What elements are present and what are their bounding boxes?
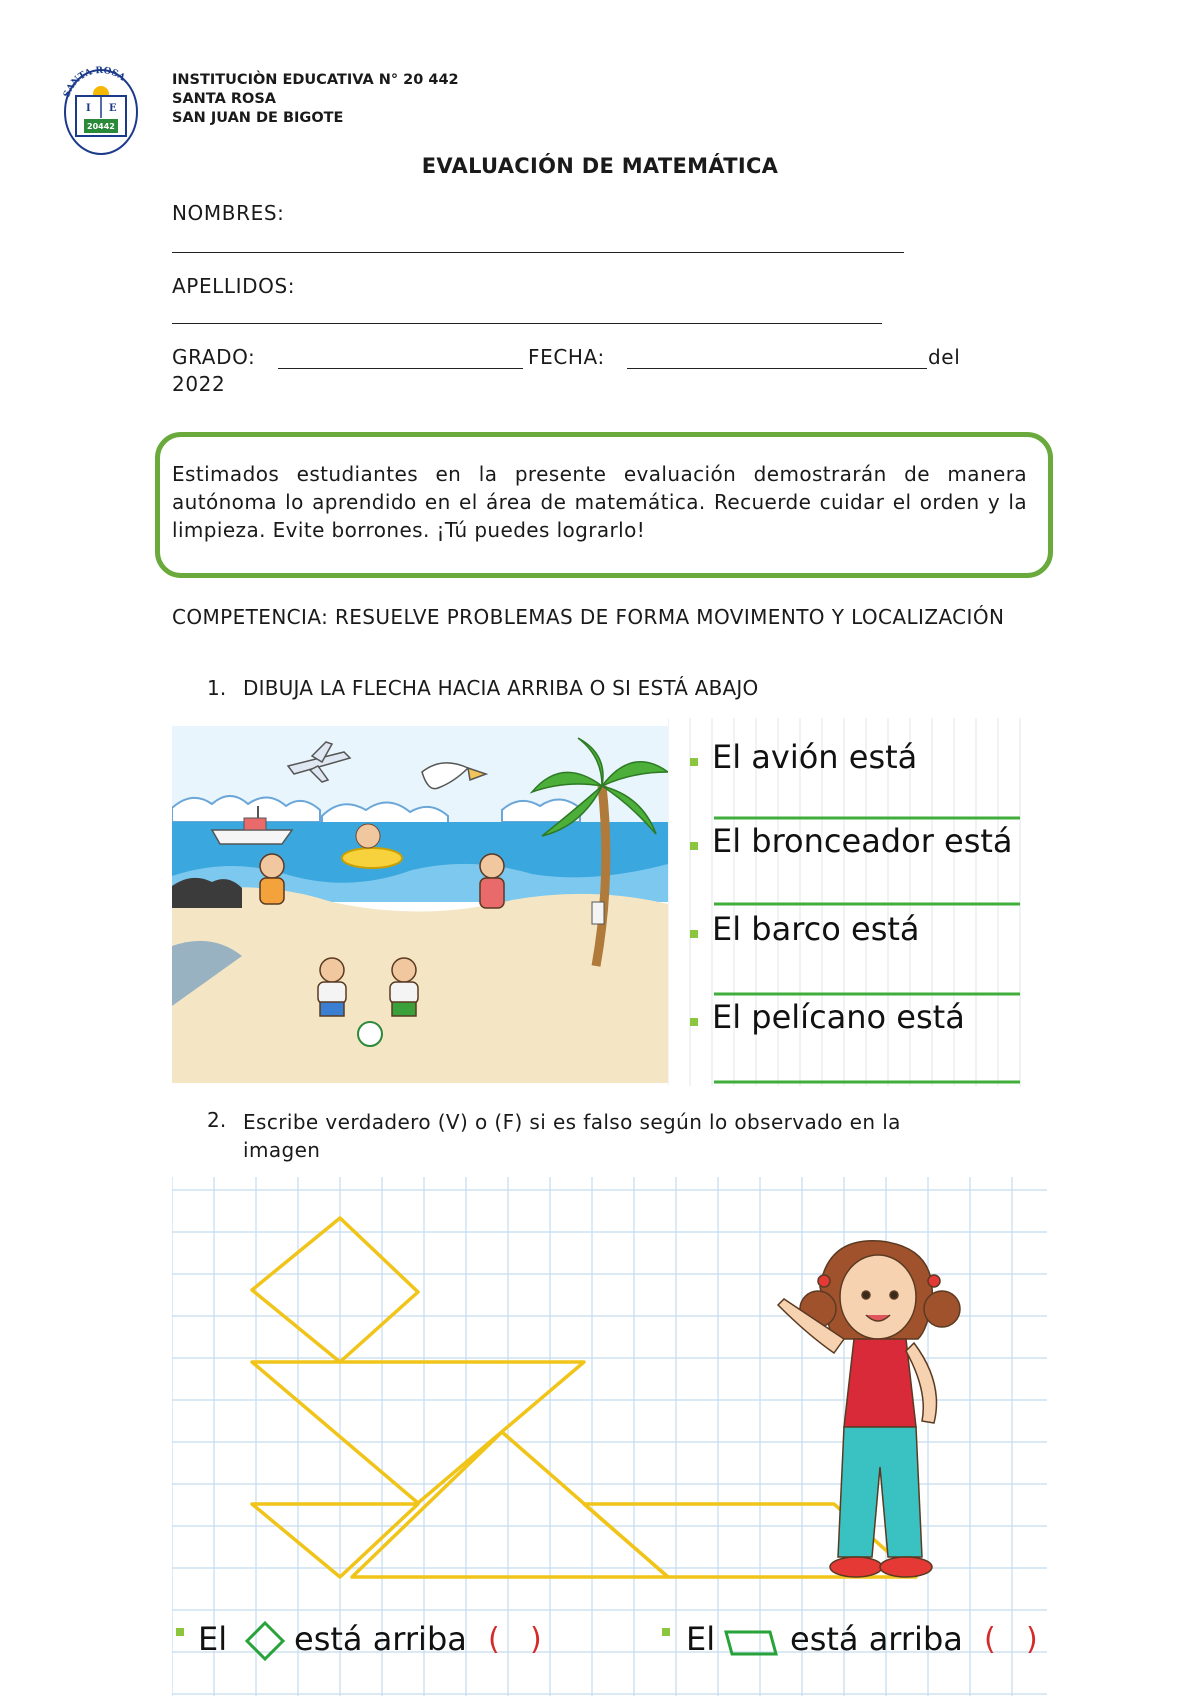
diamond-icon — [244, 1620, 286, 1662]
school-place: SANTA ROSA — [172, 91, 276, 107]
tangram-grid — [172, 1177, 1047, 1696]
tangram-large-triangle — [252, 1362, 584, 1503]
q2-bullet-1 — [172, 1622, 192, 1642]
q2-item1-prefix: El — [198, 1620, 228, 1658]
q2-item1-suffix: está arriba — [294, 1620, 467, 1658]
school-logo — [60, 62, 142, 156]
tangram-medium-triangle — [252, 1504, 418, 1577]
q2-item2-suffix: está arriba — [790, 1620, 963, 1658]
logo-arc-text: SANTA ROSA — [62, 65, 127, 99]
question1-number: 1. — [207, 676, 227, 700]
page-title: EVALUACIÓN DE MATEMÁTICA — [421, 154, 779, 178]
q2-item1-answer[interactable] — [506, 1626, 528, 1658]
q1-item-avion: El avión está — [712, 738, 918, 776]
apellidos-field[interactable] — [172, 323, 882, 324]
q2-item1-paren-close: ) — [530, 1622, 542, 1657]
logo-letter-i: I — [86, 103, 91, 114]
school-header — [172, 71, 459, 128]
tangram-square — [252, 1218, 418, 1362]
school-district: SAN JUAN DE BIGOTE — [172, 110, 344, 126]
parallelogram-icon — [722, 1626, 780, 1660]
q2-item2-prefix: El — [686, 1620, 716, 1658]
q2-item2-paren-open: ( — [984, 1622, 996, 1657]
competencia-text: COMPETENCIA: RESUELVE PROBLEMAS DE FORMA MOVIMENTO Y LOCALIZACIÓN — [172, 605, 1005, 629]
question2-text: Escribe verdadero (V) o (F) si es falso según lo observado en la imagen — [243, 1110, 901, 1162]
nombres-label: NOMBRES: — [172, 201, 285, 225]
fecha-label: FECHA: — [528, 345, 605, 369]
q2-bullet-2 — [658, 1622, 678, 1642]
del-label: del — [928, 345, 961, 369]
q1-item-pelicano: El pelícano está — [712, 998, 965, 1036]
q2-item2-paren-close: ) — [1026, 1622, 1038, 1657]
school-name: INSTITUCIÒN EDUCATIVA N° 20 442 — [172, 72, 459, 88]
q1-item-bronceador: El bronceador está — [712, 822, 1013, 860]
q2-item1-paren-open: ( — [488, 1622, 500, 1657]
beach-scene-illustration — [172, 726, 668, 1083]
logo-letter-e: E — [109, 103, 117, 114]
apellidos-label: APELLIDOS: — [172, 274, 296, 298]
question2-number: 2. — [207, 1108, 227, 1132]
q1-item-barco: El barco está — [712, 910, 920, 948]
logo-number: 20442 — [87, 122, 115, 131]
nombres-field[interactable] — [172, 252, 904, 253]
year-label: 2022 — [172, 372, 226, 396]
instructions-text: Estimados estudiantes en la presente evaluación demostrarán de manera autónoma lo aprendido en el área de matemática. Recuerde cuidar el orden y la limpieza. Evite borrones. ¡Tú puedes lograrlo! — [172, 462, 1027, 542]
q2-item2-answer[interactable] — [1002, 1626, 1024, 1658]
grado-label: GRADO: — [172, 345, 256, 369]
fecha-field[interactable] — [627, 368, 927, 369]
question1-text: DIBUJA LA FLECHA HACIA ARRIBA O SI ESTÁ ABAJO — [243, 676, 759, 700]
grado-field[interactable] — [278, 368, 523, 369]
